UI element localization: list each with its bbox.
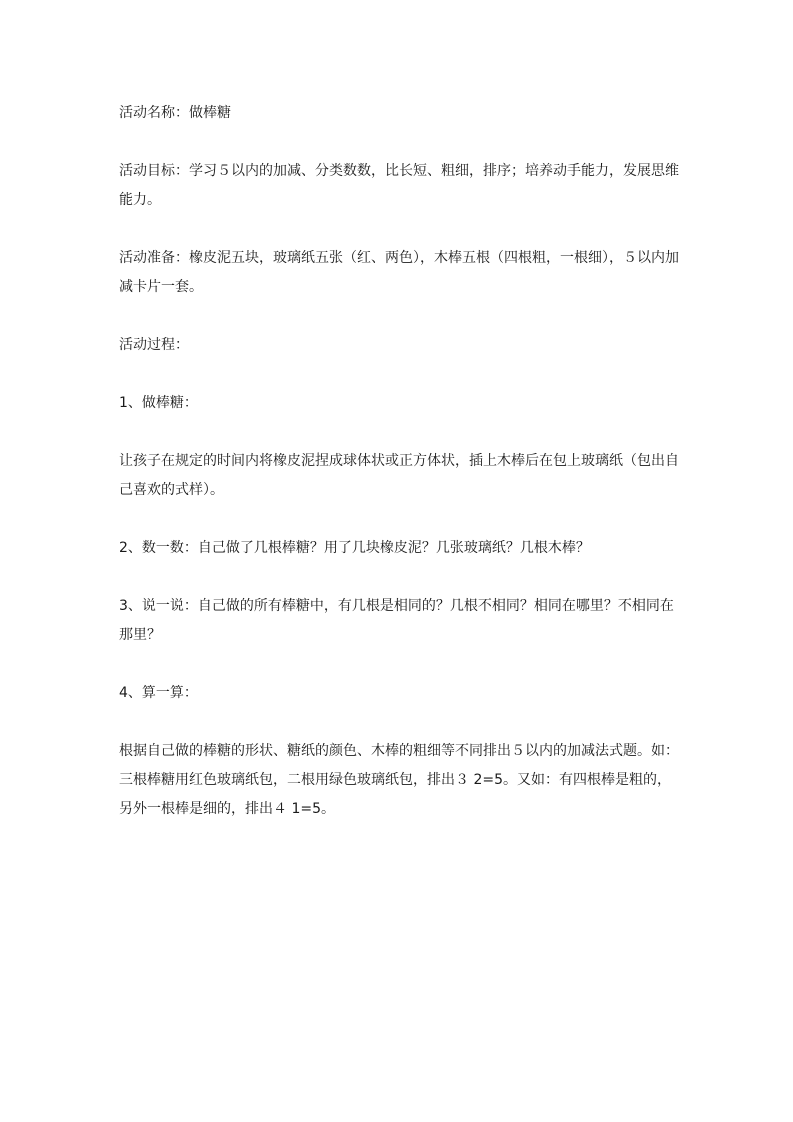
step-1-text: 让孩子在规定的时间内将橡皮泥捏成球体状或正方体状，插上木棒后在包上玻璃纸（包出自己喜欢的式样）。 — [119, 453, 679, 498]
step-4-heading: 4、算一算： — [119, 685, 198, 701]
activity-goal: 活动目标：学习５以内的加减、分类数数，比长短、粗细，排序；培养动手能力，发展思维能力。 — [119, 163, 679, 208]
document-body — [119, 99, 679, 853]
activity-process-heading: 活动过程： — [119, 337, 189, 353]
activity-preparation: 活动准备：橡皮泥五块，玻璃纸五张（红、两色），木棒五根（四根粗，一根细），５以内加减卡片一套。 — [119, 250, 679, 295]
step-4-text: 根据自己做的棒糖的形状、糖纸的颜色、木棒的粗细等不同排出５以内的加减法式题。如：三根棒糖用红色玻璃纸包，二根用绿色玻璃纸包，排出３ 2=5。又如：有四根棒是粗的，另外一根棒是细的，排出４ 1=5。 — [119, 743, 679, 817]
step-2-text: 2、数一数：自己做了几根棒糖？用了几块橡皮泥？几张玻璃纸？几根木棒？ — [119, 540, 590, 556]
activity-name: 活动名称：做棒糖 — [119, 105, 231, 121]
step-1-heading: 1、做棒糖： — [119, 395, 198, 411]
step-3-text: 3、说一说：自己做的所有棒糖中，有几根是相同的？几根不相同？相同在哪里？不相同在那里？ — [119, 598, 674, 643]
